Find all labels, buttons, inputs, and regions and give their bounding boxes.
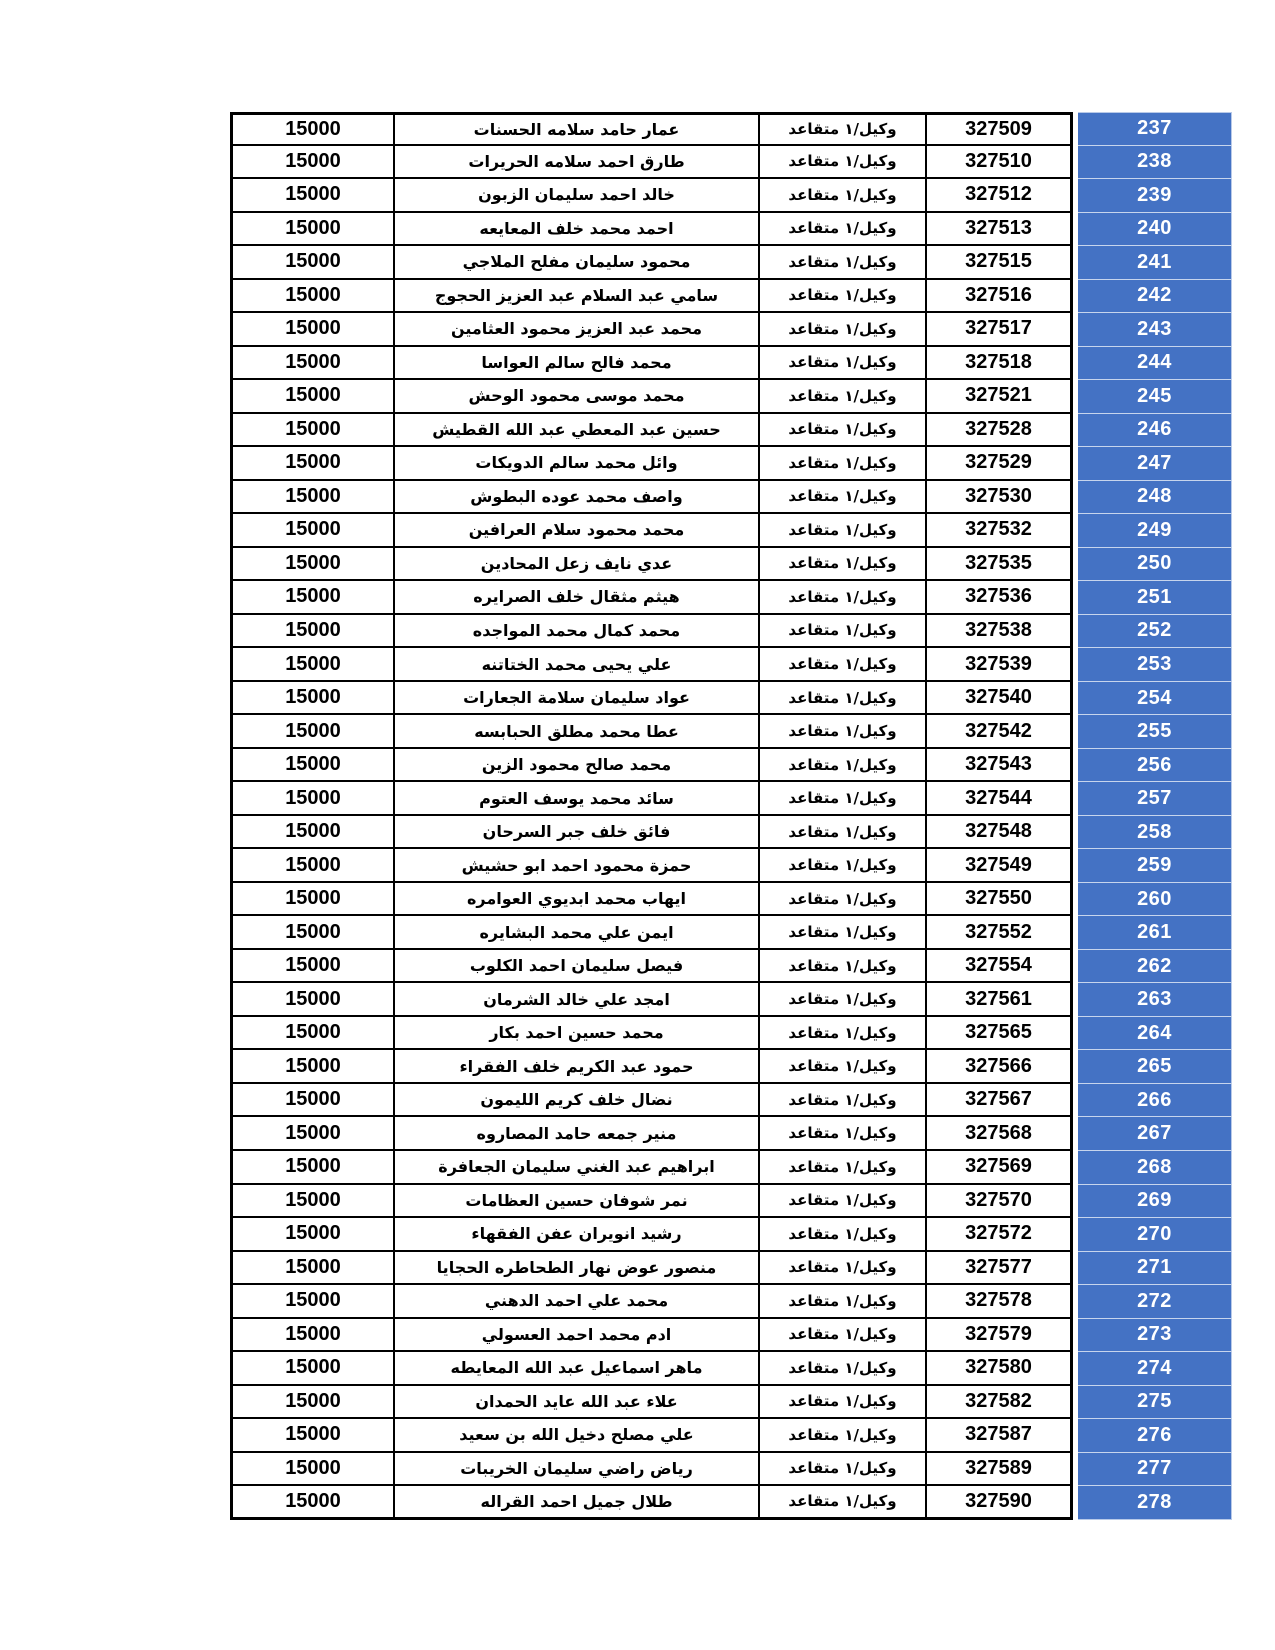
name-cell: ماهر اسماعيل عبد الله المعايطه (395, 1352, 760, 1386)
table-row (230, 112, 1232, 146)
table-row (230, 1252, 1232, 1286)
table-row (230, 581, 1232, 615)
name-cell: خالد احمد سليمان الزبون (395, 179, 760, 213)
amount-cell: 15000 (230, 1453, 395, 1487)
table-row (230, 1050, 1232, 1084)
rank-cell: وكيل/١ متقاعد (760, 883, 927, 917)
rank-cell: وكيل/١ متقاعد (760, 1453, 927, 1487)
row-index-cell: 237 (1078, 112, 1232, 146)
amount-cell: 15000 (230, 1252, 395, 1286)
row-index-cell: 246 (1078, 414, 1232, 448)
amount-cell: 15000 (230, 179, 395, 213)
amount-cell: 15000 (230, 1017, 395, 1051)
rank-cell: وكيل/١ متقاعد (760, 983, 927, 1017)
rank-cell: وكيل/١ متقاعد (760, 1486, 927, 1520)
name-cell: هيثم مثقال خلف الصرايره (395, 581, 760, 615)
table-row (230, 1285, 1232, 1319)
id-cell: 327561 (927, 983, 1073, 1017)
row-index-cell: 273 (1078, 1319, 1232, 1353)
amount-cell: 15000 (230, 313, 395, 347)
amount-cell: 15000 (230, 581, 395, 615)
row-index-cell: 257 (1078, 782, 1232, 816)
id-cell: 327579 (927, 1319, 1073, 1353)
amount-cell: 15000 (230, 1151, 395, 1185)
row-index-cell: 245 (1078, 380, 1232, 414)
id-cell: 327544 (927, 782, 1073, 816)
id-cell: 327554 (927, 950, 1073, 984)
table-row (230, 1185, 1232, 1219)
rank-cell: وكيل/١ متقاعد (760, 1386, 927, 1420)
id-cell: 327538 (927, 615, 1073, 649)
id-cell: 327517 (927, 313, 1073, 347)
table-row (230, 816, 1232, 850)
table-row (230, 682, 1232, 716)
rank-cell: وكيل/١ متقاعد (760, 548, 927, 582)
rank-cell: وكيل/١ متقاعد (760, 1252, 927, 1286)
row-index-cell: 242 (1078, 280, 1232, 314)
name-cell: حمزة محمود احمد ابو حشيش (395, 849, 760, 883)
rank-cell: وكيل/١ متقاعد (760, 581, 927, 615)
table-row (230, 213, 1232, 247)
amount-cell: 15000 (230, 414, 395, 448)
name-cell: سائد محمد يوسف العتوم (395, 782, 760, 816)
rank-cell: وكيل/١ متقاعد (760, 749, 927, 783)
name-cell: محمد كمال محمد المواجده (395, 615, 760, 649)
name-cell: محمد محمود سلام العرافين (395, 514, 760, 548)
name-cell: منير جمعه حامد المصاروه (395, 1117, 760, 1151)
rank-cell: وكيل/١ متقاعد (760, 782, 927, 816)
id-cell: 327565 (927, 1017, 1073, 1051)
amount-cell: 15000 (230, 280, 395, 314)
amount-cell: 15000 (230, 1117, 395, 1151)
rank-cell: وكيل/١ متقاعد (760, 682, 927, 716)
id-cell: 327539 (927, 648, 1073, 682)
amount-cell: 15000 (230, 481, 395, 515)
id-cell: 327543 (927, 749, 1073, 783)
row-index-cell: 269 (1078, 1185, 1232, 1219)
name-cell: محمد صالح محمود الزين (395, 749, 760, 783)
row-index-cell: 238 (1078, 146, 1232, 180)
row-index-cell: 275 (1078, 1386, 1232, 1420)
rank-cell: وكيل/١ متقاعد (760, 380, 927, 414)
amount-cell: 15000 (230, 447, 395, 481)
row-index-cell: 268 (1078, 1151, 1232, 1185)
row-index-cell: 254 (1078, 682, 1232, 716)
amount-cell: 15000 (230, 849, 395, 883)
rank-cell: وكيل/١ متقاعد (760, 1050, 927, 1084)
row-index-cell: 252 (1078, 615, 1232, 649)
rank-cell: وكيل/١ متقاعد (760, 648, 927, 682)
amount-cell: 15000 (230, 648, 395, 682)
table-row (230, 313, 1232, 347)
row-index-cell: 241 (1078, 246, 1232, 280)
name-cell: نمر شوفان حسين العظامات (395, 1185, 760, 1219)
name-cell: رشيد انويران عفن الفقهاء (395, 1218, 760, 1252)
name-cell: محمد فالح سالم العواسا (395, 347, 760, 381)
table-row (230, 1319, 1232, 1353)
row-index-cell: 249 (1078, 514, 1232, 548)
table-row (230, 648, 1232, 682)
name-cell: فيصل سليمان احمد الكلوب (395, 950, 760, 984)
id-cell: 327572 (927, 1218, 1073, 1252)
amount-cell: 15000 (230, 1050, 395, 1084)
table-row (230, 1017, 1232, 1051)
rank-cell: وكيل/١ متقاعد (760, 849, 927, 883)
table-row (230, 1453, 1232, 1487)
table-row (230, 1419, 1232, 1453)
id-cell: 327516 (927, 280, 1073, 314)
row-index-cell: 261 (1078, 916, 1232, 950)
amount-cell: 15000 (230, 246, 395, 280)
table-row (230, 1486, 1232, 1520)
amount-cell: 15000 (230, 1185, 395, 1219)
table-row (230, 916, 1232, 950)
id-cell: 327570 (927, 1185, 1073, 1219)
rank-cell: وكيل/١ متقاعد (760, 112, 927, 146)
table-row (230, 514, 1232, 548)
amount-cell: 15000 (230, 1319, 395, 1353)
id-cell: 327578 (927, 1285, 1073, 1319)
table-row (230, 1352, 1232, 1386)
row-index-cell: 277 (1078, 1453, 1232, 1487)
rank-cell: وكيل/١ متقاعد (760, 213, 927, 247)
rank-cell: وكيل/١ متقاعد (760, 179, 927, 213)
rank-cell: وكيل/١ متقاعد (760, 715, 927, 749)
row-index-cell: 267 (1078, 1117, 1232, 1151)
name-cell: عواد سليمان سلامة الجعارات (395, 682, 760, 716)
table-row (230, 548, 1232, 582)
name-cell: احمد محمد خلف المعايعه (395, 213, 760, 247)
amount-cell: 15000 (230, 514, 395, 548)
rank-cell: وكيل/١ متقاعد (760, 950, 927, 984)
row-index-cell: 262 (1078, 950, 1232, 984)
rank-cell: وكيل/١ متقاعد (760, 1084, 927, 1118)
amount-cell: 15000 (230, 816, 395, 850)
name-cell: عدي نايف زعل المحادين (395, 548, 760, 582)
table-row (230, 715, 1232, 749)
rank-cell: وكيل/١ متقاعد (760, 916, 927, 950)
name-cell: عمار حامد سلامه الحسنات (395, 112, 760, 146)
amount-cell: 15000 (230, 1386, 395, 1420)
row-index-cell: 265 (1078, 1050, 1232, 1084)
name-cell: محمد عبد العزيز محمود العثامين (395, 313, 760, 347)
id-cell: 327521 (927, 380, 1073, 414)
name-cell: حسين عبد المعطي عبد الله القطيش (395, 414, 760, 448)
amount-cell: 15000 (230, 983, 395, 1017)
id-cell: 327512 (927, 179, 1073, 213)
amount-cell: 15000 (230, 782, 395, 816)
amount-cell: 15000 (230, 1285, 395, 1319)
rank-cell: وكيل/١ متقاعد (760, 246, 927, 280)
table-row (230, 481, 1232, 515)
id-cell: 327535 (927, 548, 1073, 582)
name-cell: منصور عوض نهار الطحاطره الحجايا (395, 1252, 760, 1286)
name-cell: محمد موسى محمود الوحش (395, 380, 760, 414)
row-index-cell: 243 (1078, 313, 1232, 347)
row-index-cell: 266 (1078, 1084, 1232, 1118)
row-index-cell: 251 (1078, 581, 1232, 615)
row-index-cell: 271 (1078, 1252, 1232, 1286)
name-cell: محمود سليمان مفلح الملاجي (395, 246, 760, 280)
row-index-cell: 248 (1078, 481, 1232, 515)
id-cell: 327528 (927, 414, 1073, 448)
table-row (230, 950, 1232, 984)
rank-cell: وكيل/١ متقاعد (760, 347, 927, 381)
rank-cell: وكيل/١ متقاعد (760, 447, 927, 481)
id-cell: 327577 (927, 1252, 1073, 1286)
table-row (230, 380, 1232, 414)
row-index-cell: 259 (1078, 849, 1232, 883)
id-cell: 327513 (927, 213, 1073, 247)
amount-cell: 15000 (230, 380, 395, 414)
name-cell: ابراهيم عبد الغني سليمان الجعافرة (395, 1151, 760, 1185)
table-row (230, 447, 1232, 481)
row-index-cell: 256 (1078, 749, 1232, 783)
row-index-cell: 239 (1078, 179, 1232, 213)
row-index-cell: 274 (1078, 1352, 1232, 1386)
name-cell: نضال خلف كريم الليمون (395, 1084, 760, 1118)
id-cell: 327590 (927, 1486, 1073, 1520)
amount-cell: 15000 (230, 715, 395, 749)
amount-cell: 15000 (230, 146, 395, 180)
table-row (230, 749, 1232, 783)
table-row (230, 179, 1232, 213)
table-row (230, 1151, 1232, 1185)
amount-cell: 15000 (230, 347, 395, 381)
amount-cell: 15000 (230, 615, 395, 649)
row-index-cell: 253 (1078, 648, 1232, 682)
name-cell: سامي عبد السلام عبد العزيز الحجوج (395, 280, 760, 314)
retirees-table (230, 112, 1232, 1520)
id-cell: 327530 (927, 481, 1073, 515)
id-cell: 327509 (927, 112, 1073, 146)
name-cell: ايهاب محمد ابديوي العوامره (395, 883, 760, 917)
table-row (230, 414, 1232, 448)
amount-cell: 15000 (230, 548, 395, 582)
row-index-cell: 244 (1078, 347, 1232, 381)
amount-cell: 15000 (230, 1084, 395, 1118)
name-cell: طارق احمد سلامه الحريرات (395, 146, 760, 180)
amount-cell: 15000 (230, 213, 395, 247)
id-cell: 327510 (927, 146, 1073, 180)
table-row (230, 983, 1232, 1017)
id-cell: 327536 (927, 581, 1073, 615)
id-cell: 327549 (927, 849, 1073, 883)
rank-cell: وكيل/١ متقاعد (760, 1185, 927, 1219)
id-cell: 327566 (927, 1050, 1073, 1084)
row-index-cell: 272 (1078, 1285, 1232, 1319)
amount-cell: 15000 (230, 1218, 395, 1252)
rank-cell: وكيل/١ متقاعد (760, 313, 927, 347)
id-cell: 327542 (927, 715, 1073, 749)
row-index-cell: 276 (1078, 1419, 1232, 1453)
name-cell: واصف محمد عوده البطوش (395, 481, 760, 515)
row-index-cell: 247 (1078, 447, 1232, 481)
amount-cell: 15000 (230, 1419, 395, 1453)
id-cell: 327569 (927, 1151, 1073, 1185)
rank-cell: وكيل/١ متقاعد (760, 1419, 927, 1453)
id-cell: 327580 (927, 1352, 1073, 1386)
id-cell: 327529 (927, 447, 1073, 481)
row-index-cell: 270 (1078, 1218, 1232, 1252)
table-row (230, 849, 1232, 883)
name-cell: وائل محمد سالم الدويكات (395, 447, 760, 481)
rank-cell: وكيل/١ متقاعد (760, 1319, 927, 1353)
rank-cell: وكيل/١ متقاعد (760, 514, 927, 548)
row-index-cell: 255 (1078, 715, 1232, 749)
table-row (230, 146, 1232, 180)
id-cell: 327582 (927, 1386, 1073, 1420)
id-cell: 327568 (927, 1117, 1073, 1151)
id-cell: 327518 (927, 347, 1073, 381)
rank-cell: وكيل/١ متقاعد (760, 1117, 927, 1151)
row-index-cell: 258 (1078, 816, 1232, 850)
name-cell: حمود عبد الكريم خلف الفقراء (395, 1050, 760, 1084)
amount-cell: 15000 (230, 883, 395, 917)
name-cell: محمد حسين احمد بكار (395, 1017, 760, 1051)
amount-cell: 15000 (230, 1486, 395, 1520)
row-index-cell: 264 (1078, 1017, 1232, 1051)
id-cell: 327548 (927, 816, 1073, 850)
amount-cell: 15000 (230, 916, 395, 950)
name-cell: علي يحيى محمد الختاتنه (395, 648, 760, 682)
table-row (230, 280, 1232, 314)
rank-cell: وكيل/١ متقاعد (760, 1285, 927, 1319)
name-cell: فائق خلف جبر السرحان (395, 816, 760, 850)
rank-cell: وكيل/١ متقاعد (760, 1352, 927, 1386)
rank-cell: وكيل/١ متقاعد (760, 1151, 927, 1185)
amount-cell: 15000 (230, 950, 395, 984)
rank-cell: وكيل/١ متقاعد (760, 146, 927, 180)
id-cell: 327532 (927, 514, 1073, 548)
table-row (230, 246, 1232, 280)
id-cell: 327540 (927, 682, 1073, 716)
name-cell: طلال جميل احمد القراله (395, 1486, 760, 1520)
id-cell: 327589 (927, 1453, 1073, 1487)
table-row (230, 1117, 1232, 1151)
name-cell: عطا محمد مطلق الحبابسه (395, 715, 760, 749)
name-cell: ايمن علي محمد البشايره (395, 916, 760, 950)
id-cell: 327587 (927, 1419, 1073, 1453)
amount-cell: 15000 (230, 112, 395, 146)
amount-cell: 15000 (230, 749, 395, 783)
table-row (230, 615, 1232, 649)
row-index-cell: 250 (1078, 548, 1232, 582)
table-row (230, 883, 1232, 917)
name-cell: ادم محمد احمد العسولي (395, 1319, 760, 1353)
rank-cell: وكيل/١ متقاعد (760, 816, 927, 850)
rank-cell: وكيل/١ متقاعد (760, 414, 927, 448)
rank-cell: وكيل/١ متقاعد (760, 1017, 927, 1051)
rank-cell: وكيل/١ متقاعد (760, 280, 927, 314)
name-cell: علي مصلح دخيل الله بن سعيد (395, 1419, 760, 1453)
row-index-cell: 240 (1078, 213, 1232, 247)
row-index-cell: 260 (1078, 883, 1232, 917)
table-row (230, 1386, 1232, 1420)
table-row (230, 347, 1232, 381)
table-row (230, 1218, 1232, 1252)
table-row (230, 782, 1232, 816)
name-cell: رياض راضي سليمان الخريبات (395, 1453, 760, 1487)
amount-cell: 15000 (230, 1352, 395, 1386)
rank-cell: وكيل/١ متقاعد (760, 615, 927, 649)
id-cell: 327550 (927, 883, 1073, 917)
rank-cell: وكيل/١ متقاعد (760, 1218, 927, 1252)
amount-cell: 15000 (230, 682, 395, 716)
rank-cell: وكيل/١ متقاعد (760, 481, 927, 515)
id-cell: 327515 (927, 246, 1073, 280)
name-cell: محمد علي احمد الدهني (395, 1285, 760, 1319)
name-cell: امجد علي خالد الشرمان (395, 983, 760, 1017)
name-cell: علاء عبد الله عايد الحمدان (395, 1386, 760, 1420)
id-cell: 327552 (927, 916, 1073, 950)
row-index-cell: 263 (1078, 983, 1232, 1017)
table-row (230, 1084, 1232, 1118)
row-index-cell: 278 (1078, 1486, 1232, 1520)
id-cell: 327567 (927, 1084, 1073, 1118)
